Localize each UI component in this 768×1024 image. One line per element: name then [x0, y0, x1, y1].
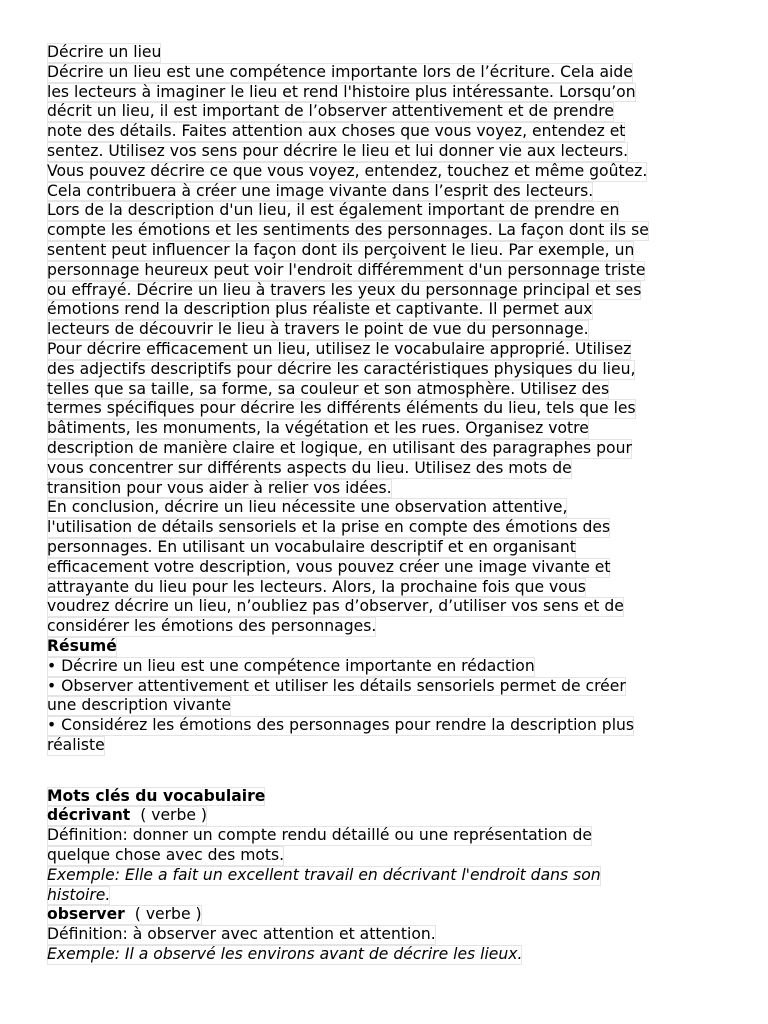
- summary-bullet: • Observer attentivement et utiliser les détails sensoriels permet de créer: [47, 676, 626, 695]
- summary-bullet-continuation: réaliste: [47, 735, 105, 754]
- vocab-part-of-speech: ( verbe ): [140, 806, 207, 825]
- text-line: sentent peut influencer la façon dont ils perçoivent le lieu. Par exemple, un: [47, 240, 635, 259]
- paragraph-2: [47, 201, 727, 340]
- document-title: Décrire un lieu: [47, 43, 162, 61]
- vocab-definition: Définition: donner un compte rendu détaillé ou une représentation de: [47, 826, 592, 845]
- vocab-term-line: [47, 905, 202, 925]
- vocab-definition: quelque chose avec des mots.: [47, 846, 285, 865]
- text-line: En conclusion, décrire un lieu nécessite une observation attentive,: [47, 498, 568, 517]
- text-line: Lors de la description d'un lieu, il est également important de prendre en: [47, 201, 620, 220]
- text-line: note des détails. Faites attention aux choses que vous voyez, entendez et: [47, 122, 626, 141]
- text-line: voudrez décrire un lieu, n’oubliez pas d’observer, d’utiliser vos sens et de: [47, 597, 624, 616]
- text-line: efficacement votre description, vous pouvez créer une image vivante et: [47, 557, 611, 576]
- vocab-part-of-speech: ( verbe ): [134, 905, 202, 924]
- text-line: Décrire un lieu est une compétence importante lors de l’écriture. Cela aide: [47, 62, 633, 81]
- summary-section: [47, 637, 727, 756]
- text-line: compte les émotions et les sentiments des personnages. La façon dont ils se: [47, 221, 649, 240]
- vocab-example: Exemple: Il a observé les environs avant de décrire les lieux.: [47, 945, 523, 964]
- text-line: émotions rend la description plus réaliste et captivante. Il permet aux: [47, 300, 593, 319]
- text-line: attrayante du lieu pour les lecteurs. Alors, la prochaine fois que vous: [47, 577, 586, 596]
- vocab-word: observer: [47, 905, 125, 924]
- text-line: bâtiments, les monuments, la végétation et les rues. Organisez votre: [47, 419, 589, 438]
- summary-bullet: • Considérez les émotions des personnages pour rendre la description plus: [47, 716, 635, 735]
- text-line: Vous pouvez décrire ce que vous voyez, entendez, touchez et même goûtez.: [47, 161, 648, 180]
- section-spacer: [47, 756, 727, 787]
- vocab-definition: Définition: à observer avec attention et attention.: [47, 925, 436, 944]
- text-line: des adjectifs descriptifs pour décrire les caractéristiques physiques du lieu,: [47, 359, 636, 378]
- vocab-term-line: [47, 806, 207, 826]
- vocab-example: Exemple: Elle a fait un excellent travail en décrivant l'endroit dans son: [47, 865, 601, 884]
- text-line: personnages. En utilisant un vocabulaire descriptif et en organisant: [47, 537, 576, 556]
- vocabulary-heading: Mots clés du vocabulaire: [47, 786, 266, 805]
- text-line: lecteurs de découvrir le lieu à travers le point de vue du personnage.: [47, 320, 589, 339]
- text-line: considérer les émotions des personnages.: [47, 617, 377, 636]
- text-line: termes spécifiques pour décrire les différents éléments du lieu, tels que les: [47, 399, 636, 418]
- vocab-entry: [47, 806, 727, 905]
- paragraph-1: [47, 63, 727, 202]
- text-line: ou effrayé. Décrire un lieu à travers les yeux du personnage principal et ses: [47, 280, 642, 299]
- text-line: l'utilisation de détails sensoriels et la prise en compte des émotions des: [47, 518, 611, 537]
- text-line: telles que sa taille, sa forme, sa couleur et son atmosphère. Utilisez des: [47, 379, 610, 398]
- paragraph-3: [47, 340, 727, 498]
- vocab-example: histoire.: [47, 885, 111, 904]
- text-line: les lecteurs à imaginer le lieu et rend l'histoire plus intéressante. Lorsqu’on: [47, 82, 636, 101]
- paragraph-4: [47, 498, 727, 637]
- text-line: Cela contribuera à créer une image vivante dans l’esprit des lecteurs.: [47, 181, 594, 200]
- summary-bullet: • Décrire un lieu est une compétence importante en rédaction: [47, 656, 535, 675]
- text-line: description de manière claire et logique, en utilisant des paragraphes pour: [47, 438, 632, 457]
- document-page: [47, 43, 727, 965]
- text-line: décrit un lieu, il est important de l’observer attentivement et de prendre: [47, 102, 614, 121]
- vocab-entry: [47, 905, 727, 964]
- text-line: transition pour vous aider à relier vos idées.: [47, 478, 392, 497]
- summary-bullet-continuation: une description vivante: [47, 696, 231, 715]
- text-line: sentez. Utilisez vos sens pour décrire le lieu et lui donner vie aux lecteurs.: [47, 141, 629, 160]
- text-line: personnage heureux peut voir l'endroit différemment d'un personnage triste: [47, 260, 646, 279]
- vocabulary-section: [47, 787, 727, 965]
- text-line: Pour décrire efficacement un lieu, utilisez le vocabulaire approprié. Utilisez: [47, 339, 632, 358]
- text-line: vous concentrer sur différents aspects du lieu. Utilisez des mots de: [47, 458, 572, 477]
- vocab-word: décrivant: [47, 806, 131, 825]
- summary-heading: Résumé: [47, 636, 117, 655]
